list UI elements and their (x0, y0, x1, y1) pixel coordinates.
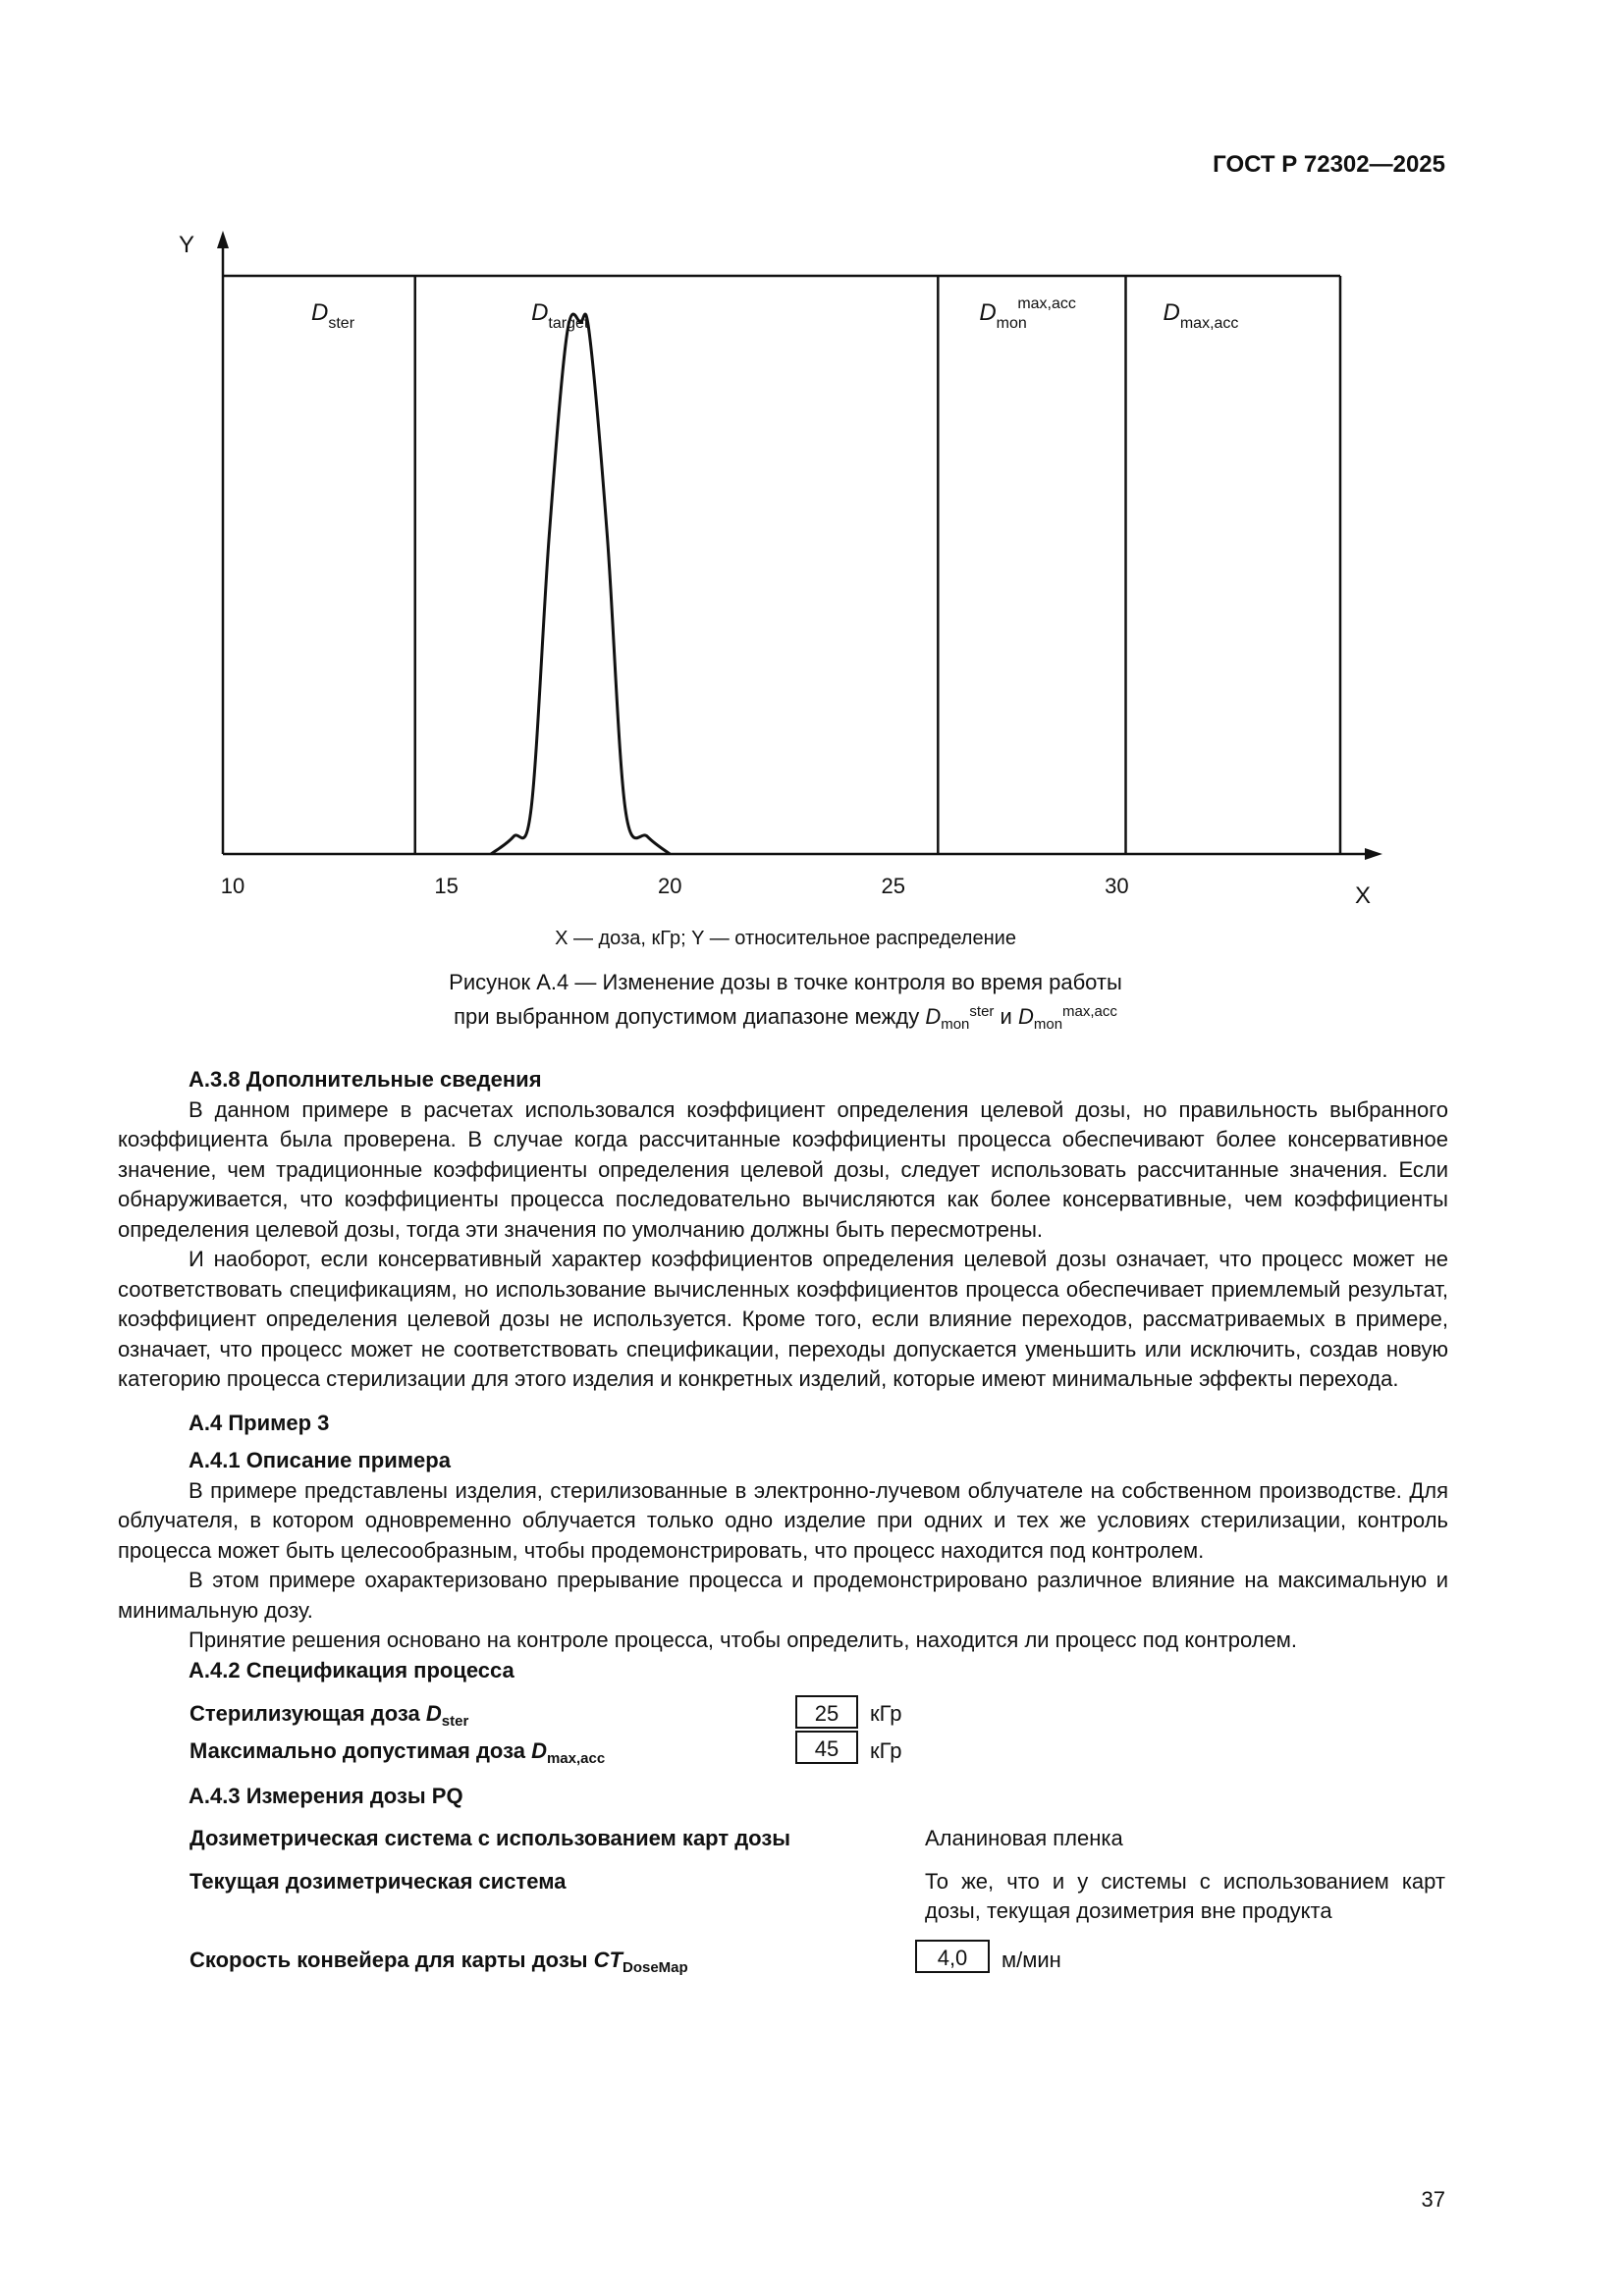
dose-distribution-chart (157, 221, 1394, 908)
speed-unit: м/мин (1001, 1947, 1061, 1972)
caption-line-2: при выбранном допустимом диапазоне между $D_{mon}^{ster}$ и $D_{mon}^{max,acc}$ (454, 1003, 1117, 1033)
speed-value-box: 4,0 (915, 1940, 990, 1973)
figure-legend: X — доза, кГр; Y — относительное распределение (555, 928, 1016, 949)
section-a43-title: А.4.3 Измерения дозы PQ (189, 1784, 463, 1808)
spec-value-box: 25 (795, 1695, 858, 1729)
d-mon-maxacc-label-sup: max,acc (1017, 295, 1076, 312)
meas-row: Текущая дозиметрическая система То же, что и у системы с использованием карт дозы, текущая дозиметрия вне продукта (189, 1868, 1445, 1923)
section-a38-title: А.3.8 Дополнительные сведения (189, 1067, 542, 1092)
figure-caption (0, 968, 1571, 1040)
x-tick-label: 25 (881, 874, 906, 898)
paragraph: И наоборот, если консервативный характер коэффициентов определения целевой дозы означает, что процесс может не соответствовать спецификациям, но использование вычисленных коэффициентов процесса обеспечивает приемлемый результат, коэффициент определения целевой дозы не используется. Кроме того, если влияние переходов, рассматриваемых в примере, означает, что процесс может не соответствовать спецификации, переходы допускается уменьшить или исключить, создав новую категорию процесса стерилизации для этого изделия и конкретных изделий, которые имеют минимальные эффекты перехода. (118, 1247, 1448, 1391)
y-axis-label: Y (179, 232, 195, 258)
x-tick-label: 10 (220, 874, 245, 898)
meas-row: Дозиметрическая система с использованием карт дозы Аланиновая пленка (189, 1825, 1123, 1850)
d-target-label: $D_{target}$ (531, 299, 589, 332)
x-axis-label: X (1355, 882, 1372, 908)
section-a42-title: А.4.2 Спецификация процесса (189, 1657, 514, 1682)
section-a41-title: А.4.1 Описание примера (189, 1448, 451, 1472)
spec-row-ster: Стерилизующая доза $D_{ster}$ 25 кГр (118, 1695, 1448, 1733)
speed-row: Скорость конвейера для карты дозы $CT_{DoseMap}$ 4,0 м/мин (118, 1942, 1448, 1979)
x-tick-label: 20 (657, 874, 682, 898)
d-mon-maxacc-label: $D_{mon}$ (979, 299, 1027, 332)
spec-unit: кГр (870, 1738, 902, 1763)
x-tick-label: 30 (1105, 874, 1129, 898)
document-body (118, 1065, 1448, 1979)
x-axis-arrow (1365, 848, 1382, 860)
d-max-acc-label: $D_{max,acc}$ (1163, 299, 1239, 332)
document-id: ГОСТ Р 72302—2025 (1213, 151, 1445, 178)
paragraph: В этом примере охарактеризовано прерывание процесса и продемонстрировано различное влияние на максимальную и минимальную дозу. (118, 1568, 1448, 1623)
paragraph: В данном примере в расчетах использовался коэффициент определения целевой дозы, но правильность выбранного коэффициента была проверена. В случае когда рассчитанные коэффициенты процесса обеспечивают более консервативное значение, чем традиционные коэффициенты определения целевой дозы, следует использовать рассчитанные значения. Если обнаруживается, что коэффициенты процесса последовательно вычисляются как более консервативные, чем коэффициенты определения целевой дозы, тогда эти значения по умолчанию должны быть пересмотрены. (118, 1096, 1448, 1242)
section-a4-title: А.4 Пример 3 (189, 1410, 330, 1435)
caption-line-1: Рисунок А.4 — Изменение дозы в точке контроля во время работы (449, 970, 1122, 994)
y-axis-arrow (217, 231, 229, 248)
spec-row-maxacc: Максимально допустимая доза $D_{max,acc}$ 45 кГр (118, 1733, 1448, 1770)
spec-unit: кГр (870, 1701, 902, 1726)
spec-value-box: 45 (795, 1731, 858, 1764)
dose-distribution-curve (491, 314, 670, 854)
page-number: 37 (1421, 2187, 1445, 2212)
d-ster-label: $D_{ster}$ (311, 299, 355, 332)
paragraph: В примере представлены изделия, стерилизованные в электронно-лучевом облучателе на собственном производстве. Для облучателя, в котором одновременно облучается только одно изделие при одних и тех же условиях стерилизации, контроль процесса может быть целесообразным, чтобы продемонстрировать, что процесс находится под контролем. (118, 1477, 1448, 1563)
paragraph: Принятие решения основано на контроле процесса, чтобы определить, находится ли процесс под контролем. (189, 1628, 1298, 1652)
x-tick-label: 15 (434, 874, 459, 898)
